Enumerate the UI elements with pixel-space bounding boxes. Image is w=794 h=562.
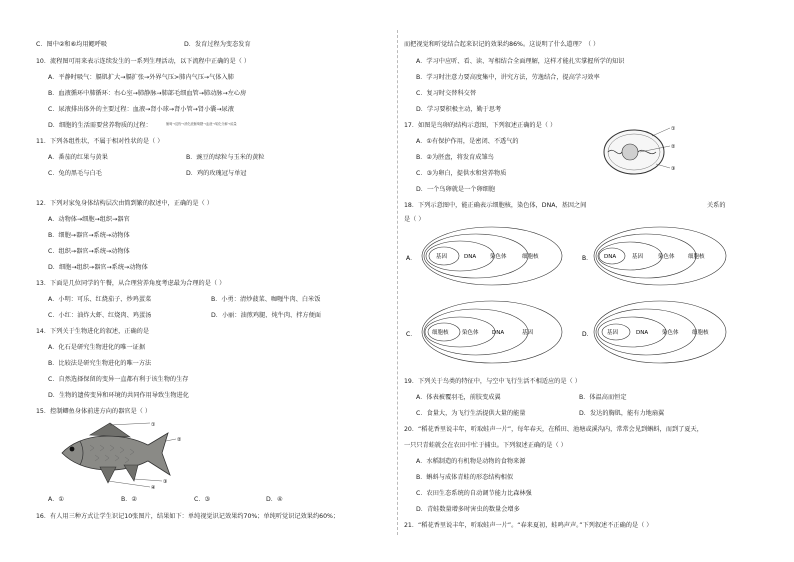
venn-a-nucleus: 细胞核 <box>522 254 539 260</box>
right-text-line: D．青蛙数量增多时害虫的数量会增多 <box>416 506 520 513</box>
left-text-line: C．兔的黑毛与白毛 <box>48 170 102 177</box>
venn-b-chromosome: 染色体 <box>658 254 675 260</box>
right-text-line: 一只只青蛙就会在农田中忙于捕虫。下列叙述正确的是（ ） <box>404 442 567 449</box>
right-text-line: C．农田生态系统的自动调节能力比森林强 <box>416 490 532 497</box>
venn-option-a <box>404 226 564 288</box>
right-text-line: 17．如图是鸟卵的结构示意图，下列叙述正确的是（ ） <box>404 122 557 129</box>
fish-label-2: ② <box>177 437 182 443</box>
left-text-line: D．鸡的玫瑰冠与单冠 <box>186 170 247 177</box>
venn-option-b <box>580 226 730 288</box>
right-text-line: A．学习中应听、看、读、写相结合全面理解，这样才能扎实掌握所学的知识 <box>416 58 625 65</box>
right-text-line: 是（ ） <box>404 216 425 223</box>
venn-option-d-label: D． <box>582 331 593 338</box>
left-text-line: C．③ <box>194 496 211 503</box>
venn-a-chromosome: 染色体 <box>490 254 507 260</box>
right-text-line: 18．下列示意图中，能正确表示细胞核，染色体，DNA，基因之间 <box>404 202 587 209</box>
venn-d-gene: 基因 <box>607 330 619 336</box>
left-text-line: 13．下面是几位同学的午餐，从合理营养角度考虑最为合理的是（ ） <box>36 280 226 287</box>
venn-c-dna: DNA <box>492 330 505 336</box>
right-text-line: 20．“稻花香里说丰年，听取蛙声一片”，每年春天，在稻田、池塘或溪沟内，常常会见到蝌蚪，而到了夏天， <box>404 426 703 433</box>
left-text-line: D．生物的遗传变异和环境的共同作用导致生物进化 <box>48 392 189 399</box>
right-text-line: C．复习时交替科交替 <box>416 90 477 97</box>
right-text-line: D．学习要积极主动，勤于思考 <box>416 106 502 113</box>
venn-option-b-label: B． <box>582 255 593 262</box>
egg-label-1: ① <box>671 126 676 132</box>
venn-b-dna: DNA <box>604 254 617 260</box>
right-text-line: B．②为胚盘，将发育成雏鸟 <box>416 154 494 161</box>
fish-label-1: ① <box>151 422 156 428</box>
left-text-line: B．细胞→器官→系统→动物体 <box>48 232 130 239</box>
left-text-line: B．豌豆的绿粒与玉米的黄粒 <box>186 154 265 161</box>
flow-diagram-small-text: 葡萄→淀粉→消化液葡萄糖→血液→氧化分解→能量 <box>166 122 237 126</box>
left-text-line: B．② <box>121 496 137 503</box>
venn-c-chromosome: 染色体 <box>462 330 479 336</box>
right-text-line: B．蝌蚪与成体青蛙的形态结构相似 <box>416 474 514 481</box>
right-text-line: B．体温高而恒定 <box>579 394 627 401</box>
venn-d-nucleus: 细胞核 <box>692 330 709 336</box>
venn-option-c <box>404 300 564 366</box>
venn-option-a-label: A． <box>406 255 417 262</box>
left-text-line: 12．下列对家兔身体结构层次由简到繁的叙述中，正确的是（ ） <box>36 200 213 207</box>
left-text-line: C．自然选择保留的变异一直都有利于该生物的生存 <box>48 376 189 383</box>
left-text-line: A．动物体→细胞→组织→器官 <box>48 216 130 223</box>
left-text-line: 11．下列各组性状，不属于相对性状的是（ ） <box>36 138 164 145</box>
right-text-line: 19．下列关于鸟类的特征中，与空中飞行生活不相适应的是（ ） <box>404 378 581 385</box>
venn-c-gene: 基因 <box>522 330 534 336</box>
right-text-line: C．③为卵白，提供水和营养物质 <box>416 170 507 177</box>
left-text-line: 14．下列关于生物进化的叙述，正确的是 <box>36 328 150 335</box>
left-text-line: B．小勇：清炒菠菜、咖喱牛肉、白米饭 <box>211 296 321 303</box>
left-text-line: D．细胞的生活需要营养物质的过程： <box>48 122 152 129</box>
bird-egg-diagram <box>600 120 680 178</box>
left-text-line: D．小丽：油煎鸡腿、炖牛肉、拌方便面 <box>211 312 321 319</box>
left-text-line: C．组织→器官→系统→动物体 <box>48 248 130 255</box>
venn-b-nucleus: 细胞核 <box>688 254 705 260</box>
left-text-line: D．④ <box>266 496 283 503</box>
left-text-line: B．血液循环中肺循环：右心室→肺静脉→肺部毛细血管→肺动脉→左心房 <box>48 90 247 97</box>
fish-label-3: ③ <box>163 479 168 485</box>
right-text-line: A．水稻制造的有机物是动物的食物来源 <box>416 458 526 465</box>
left-text-line: D．发育过程为变态发育 <box>184 41 251 48</box>
left-text-line: A．番茄的红果与黄果 <box>48 154 108 161</box>
right-text-line: B．学习时注意力要高度集中，讲究方法，劳逸结合，提高学习效率 <box>416 74 600 81</box>
left-text-line: 16．有人用三种方式让学生识记10张图片，结果如下：单纯视觉识记效果约70%；单纯听觉识记效果约60%； <box>36 513 340 520</box>
left-text-line: C．小红：油炸大虾、红烧肉、鸡蛋汤 <box>48 312 152 319</box>
right-text-line: 21．“稻花香里说丰年，听取蛙声一片”。“春来夏初，蛙鸣声声。”下列叙述不正确的是（ ） <box>404 522 653 529</box>
fish-illustration <box>50 419 190 491</box>
left-text-line: 10．流程图可用来表示连续发生的一系列生理活动，以下流程中正确的是（ ） <box>36 58 251 65</box>
right-text-line: A．体表被覆羽毛，前肢变成翼 <box>416 394 501 401</box>
venn-a-gene: 基因 <box>436 254 448 260</box>
right-text-line: D．发达的胸肌，能有力地扇翼 <box>579 410 665 417</box>
column-divider <box>397 30 398 535</box>
right-text-line: C．食量大，为飞行生活提供大量的能量 <box>416 410 526 417</box>
venn-c-nucleus: 细胞核 <box>432 330 449 336</box>
right-text-line: 而把视觉和听觉结合起来识记的效果约86%。这说明了什么道理？（ ） <box>404 41 600 48</box>
venn-option-c-label: C． <box>406 331 417 338</box>
right-text-line: 关系的 <box>707 202 726 209</box>
left-text-line: C．尿液排出体外的主要过程：血液→肾小球→肾小管→肾小囊→尿液 <box>48 106 234 113</box>
left-text-line: 15．控制鲫鱼身体前进方向的器官是（ ） <box>36 408 152 415</box>
left-text-line: A．小明：可乐、红烧茄子、炒鸡蛋菜 <box>48 296 152 303</box>
left-text-line: D．细胞→组织→器官→系统→动物体 <box>48 264 148 271</box>
left-text-line: B．比较法是研究生物进化的唯一方法 <box>48 360 152 367</box>
left-text-line: C．图中②和⑥均用鳃呼吸 <box>36 41 108 48</box>
venn-b-gene: 基因 <box>632 254 644 260</box>
fish-label-4: ④ <box>151 485 156 491</box>
egg-label-3: ③ <box>671 166 676 172</box>
venn-d-chromosome: 染色体 <box>662 330 679 336</box>
egg-label-2: ② <box>671 144 676 150</box>
venn-d-dna: DNA <box>636 330 649 336</box>
left-text-line: A．化石是研究生物进化的唯一证据 <box>48 344 146 351</box>
right-text-line: A．①有保护作用，是密闭、不透气的 <box>416 138 519 145</box>
right-text-line: D．一个鸟卵就是一个卵细胞 <box>416 186 496 193</box>
left-text-line: A．① <box>48 496 64 503</box>
venn-option-d <box>580 300 730 366</box>
left-text-line: A．平静时吸气：膈肌扩大→膈扩张→外界气压>肺内气压→气体入肺 <box>48 74 234 81</box>
venn-a-dna: DNA <box>464 254 477 260</box>
